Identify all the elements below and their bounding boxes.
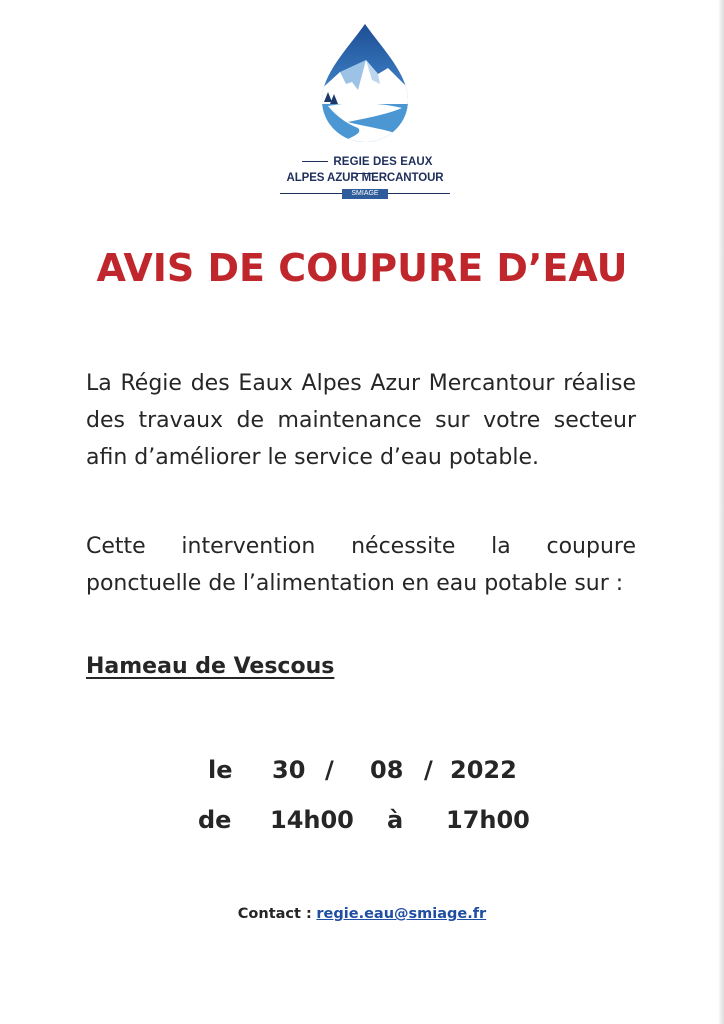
date-prefix: le	[208, 756, 233, 784]
notice-paragraph-2: Cette intervention nécessite la coupure ponctuelle de l’alimentation en eau potable sur :	[86, 534, 636, 596]
date-separator-1: /	[325, 756, 334, 784]
logo-subline	[280, 189, 450, 199]
date-separator-2: /	[424, 756, 433, 784]
date-year: 2022	[450, 756, 517, 784]
logo-text-line1: REGIE DES EAUX	[280, 156, 450, 180]
logo-text-line2: ALPES AZUR MERCANTOUR	[286, 172, 444, 184]
start-time: 14h00	[270, 806, 354, 834]
time-prefix: de	[198, 806, 232, 834]
contact-email-link[interactable]: regie.eau@smiage.fr	[316, 906, 487, 922]
date-day: 30	[272, 756, 306, 784]
regie-logo	[280, 22, 450, 202]
page-edge-shadow	[718, 0, 724, 1024]
logo-rule-right	[388, 193, 450, 194]
notice-title: AVIS DE COUPURE D’EAU	[96, 246, 628, 290]
end-time: 17h00	[446, 806, 530, 834]
date-month: 08	[370, 756, 404, 784]
contact-label: Contact :	[237, 906, 312, 922]
logo-rule-left	[280, 193, 342, 194]
water-drop-mountain-logo-icon	[318, 22, 412, 144]
logo-subline-badge: SMIAGE	[342, 189, 388, 199]
time-connector: à	[387, 806, 404, 834]
contact-line	[0, 906, 724, 922]
affected-location: Hameau de Vescous	[86, 654, 335, 679]
notice-paragraph-1: La Régie des Eaux Alpes Azur Mercantour réalise des travaux de maintenance sur votre secteur afin d’améliorer le service d’eau potable.	[86, 371, 636, 470]
